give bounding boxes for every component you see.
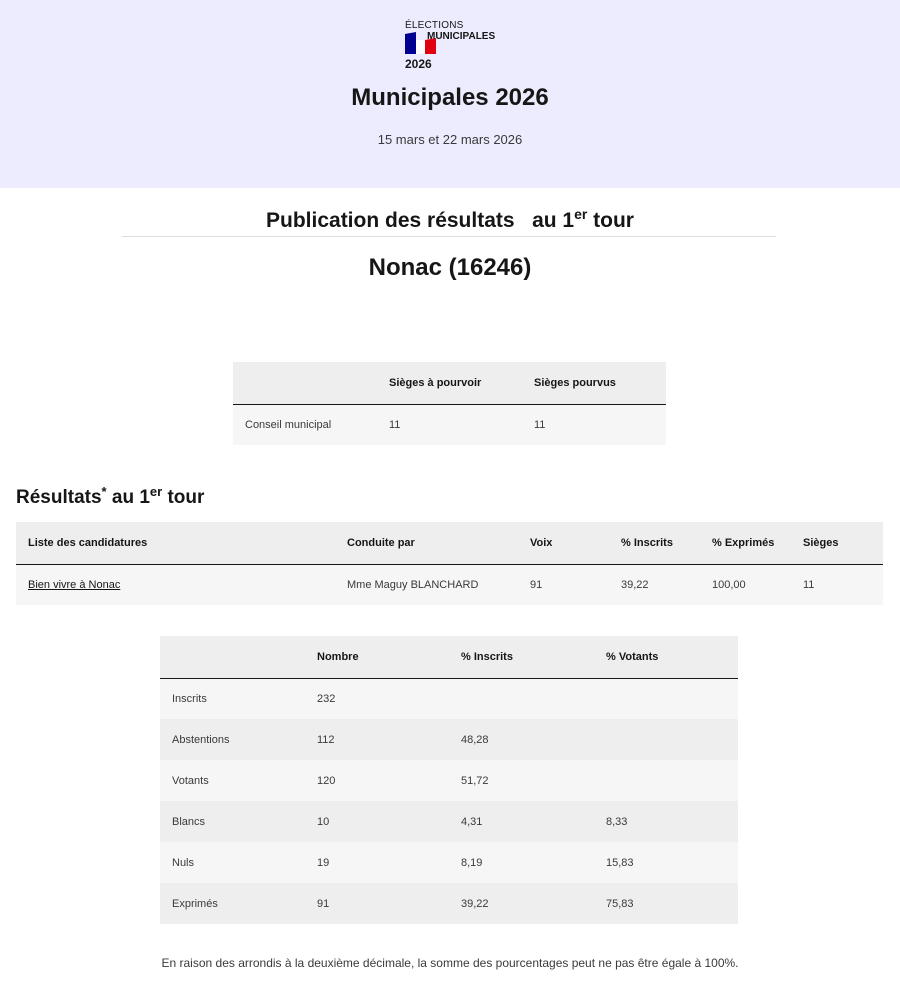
stats-pct-registered: 39,22 <box>449 883 594 924</box>
rounding-note: En raison des arrondis à la deuxième décimale, la somme des pourcentages peut ne pas être égale à 100%. <box>161 956 739 970</box>
participation-table <box>160 636 738 924</box>
header-list: Liste des candidatures <box>16 522 335 564</box>
stats-pct-registered <box>449 678 594 719</box>
stats-count: 112 <box>305 719 449 760</box>
stats-label: Blancs <box>160 801 305 842</box>
stats-label: Votants <box>160 760 305 801</box>
commune-name: Nonac (16246) <box>368 254 532 281</box>
publication-title-sup: er <box>574 206 588 222</box>
stats-count: 19 <box>305 842 449 883</box>
stats-pct-registered: 8,19 <box>449 842 594 883</box>
seats-to-fill: 11 <box>377 404 522 445</box>
stats-pct-registered: 4,31 <box>449 801 594 842</box>
seats-header-row <box>233 362 666 404</box>
seats-header-empty <box>233 362 377 404</box>
stats-pct-registered: 48,28 <box>449 719 594 760</box>
publication-title <box>0 206 900 233</box>
stats-count: 232 <box>305 678 449 719</box>
list-link[interactable]: Bien vivre à Nonac <box>28 578 121 591</box>
stats-pct-voters <box>594 760 738 801</box>
table-row <box>160 760 738 801</box>
pct-registered-cell: 39,22 <box>609 564 700 605</box>
stats-label: Exprimés <box>160 883 305 924</box>
seats-header-filled: Sièges pourvus <box>522 362 666 404</box>
header-votes: Voix <box>518 522 609 564</box>
stats-label: Inscrits <box>160 678 305 719</box>
publication-title-text: Publication des résultats au 1 <box>266 209 575 232</box>
results-title-star: * <box>101 484 107 499</box>
results-title-mid: au 1 <box>106 487 150 508</box>
results-table <box>16 522 883 605</box>
publication-title-suffix: tour <box>587 209 634 232</box>
stats-count: 10 <box>305 801 449 842</box>
page-title: Municipales 2026 <box>351 84 549 111</box>
list-cell <box>16 564 335 605</box>
results-title-end: tour <box>162 487 205 508</box>
stats-pct-registered: 51,72 <box>449 760 594 801</box>
seats-header-to-fill: Sièges à pourvoir <box>377 362 522 404</box>
header-pct-expressed: % Exprimés <box>700 522 791 564</box>
seats-label: Conseil municipal <box>233 404 377 445</box>
seats-table <box>233 362 666 445</box>
logo-year: 2026 <box>405 57 432 71</box>
stats-header-pct-voters: % Votants <box>594 636 738 678</box>
stats-header-empty <box>160 636 305 678</box>
table-row <box>160 842 738 883</box>
stats-label: Nuls <box>160 842 305 883</box>
seats-filled: 11 <box>522 404 666 445</box>
stats-pct-voters <box>594 678 738 719</box>
stats-header-row <box>160 636 738 678</box>
election-dates: 15 mars et 22 mars 2026 <box>377 132 523 147</box>
stats-pct-voters: 8,33 <box>594 801 738 842</box>
header-seats: Sièges <box>791 522 883 564</box>
results-title-text: Résultats <box>16 487 102 508</box>
table-row <box>160 801 738 842</box>
logo-line2: MUNICIPALES <box>427 31 496 42</box>
table-row <box>233 404 666 445</box>
header-pct-registered: % Inscrits <box>609 522 700 564</box>
table-row <box>16 564 883 605</box>
leader-cell: Mme Maguy BLANCHARD <box>335 564 518 605</box>
pct-expressed-cell: 100,00 <box>700 564 791 605</box>
stats-count: 91 <box>305 883 449 924</box>
results-title <box>16 484 204 509</box>
elections-logo <box>405 20 505 72</box>
seats-cell: 11 <box>791 564 883 605</box>
stats-label: Abstentions <box>160 719 305 760</box>
stats-count: 120 <box>305 760 449 801</box>
logo-line1: ÉLECTIONS <box>405 20 464 31</box>
votes-cell: 91 <box>518 564 609 605</box>
table-row <box>160 883 738 924</box>
stats-pct-voters: 15,83 <box>594 842 738 883</box>
stats-pct-voters <box>594 719 738 760</box>
page-header <box>0 0 900 188</box>
stats-header-pct-registered: % Inscrits <box>449 636 594 678</box>
title-divider <box>122 236 776 237</box>
table-row <box>160 678 738 719</box>
stats-pct-voters: 75,83 <box>594 883 738 924</box>
table-row <box>160 719 738 760</box>
results-header-row <box>16 522 883 564</box>
results-title-sup: er <box>149 484 163 499</box>
stats-header-count: Nombre <box>305 636 449 678</box>
header-leader: Conduite par <box>335 522 518 564</box>
